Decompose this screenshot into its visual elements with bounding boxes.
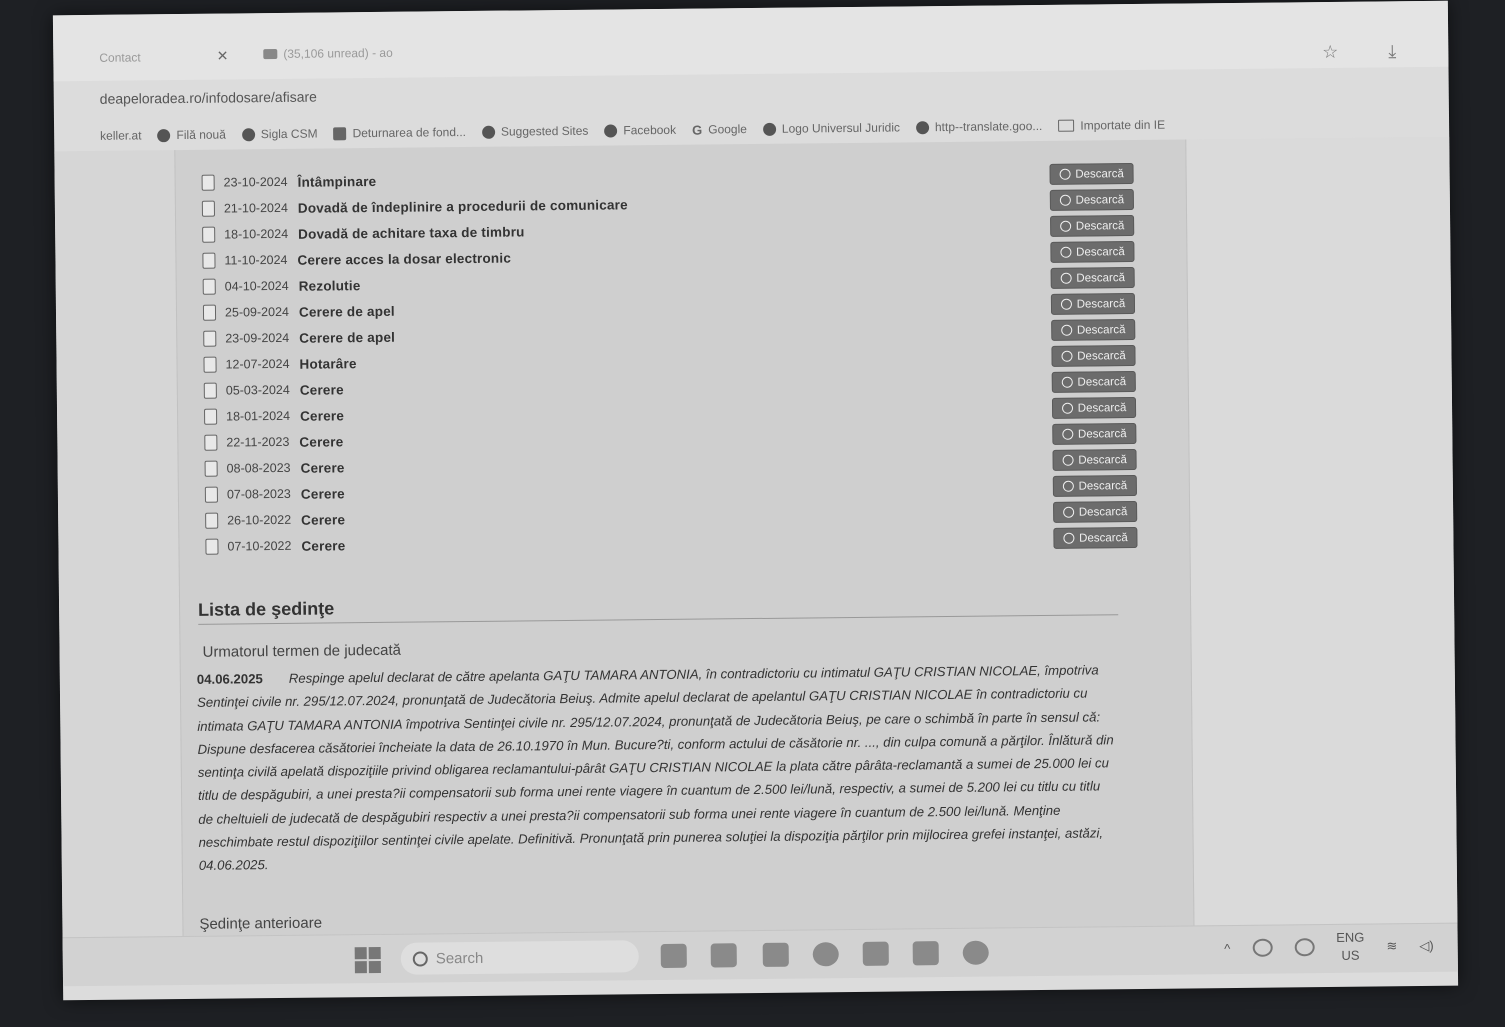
chrome-icon[interactable] [963,941,989,965]
document-icon [202,227,215,243]
edge-browser-icon[interactable] [813,942,839,966]
download-icon [1061,325,1072,336]
document-icon [202,201,215,217]
page-right-margin [1184,137,1457,940]
document-title: Dovadă de achitare taxa de timbru [298,223,525,242]
search-placeholder: Search [435,949,484,967]
download-button[interactable] [1049,163,1133,185]
bookmark-translate[interactable] [916,119,1043,134]
bookmark-label: Facebook [623,122,677,138]
download-icon [1063,481,1074,492]
document-title: Dovadă de îndeplinire a procedurii de comunicare [297,196,628,216]
document-date: 07-10-2022 [227,538,292,554]
document-title: Întâmpinare [297,173,377,190]
download-icon [1059,169,1070,180]
bookmark-sigla-csm[interactable] [242,127,318,142]
document-title: Cerere [301,537,346,554]
download-label: Descarcă [1077,349,1126,363]
chevron-up-icon[interactable]: ^ [1224,940,1231,956]
download-icon[interactable]: ⤓ [1388,41,1397,62]
windows-start-icon[interactable] [355,947,381,973]
document-icon [203,331,216,347]
store-icon[interactable] [863,942,889,966]
download-button[interactable] [1052,423,1136,445]
download-button[interactable] [1050,189,1134,211]
bookmark-label: Suggested Sites [500,123,589,139]
bookmark-suggested-sites[interactable] [482,124,589,139]
document-date: 18-10-2024 [224,226,289,242]
outlook-icon[interactable] [913,941,939,965]
hearing-date: 04.06.2025 [196,671,263,687]
document-date: 23-09-2024 [225,330,290,346]
bookmark-label: Filă nouă [176,127,226,143]
document-list [202,160,1166,560]
cloud-icon[interactable] [1294,938,1314,956]
bookmark-label: keller.at [100,128,142,143]
document-icon [205,513,218,529]
download-label: Descarcă [1077,401,1127,415]
globe-icon [157,129,170,142]
document-date: 25-09-2024 [224,304,290,320]
document-title: Hotarâre [299,355,357,372]
file-explorer-icon[interactable] [763,943,789,967]
document-icon [203,305,216,321]
document-icon [205,461,218,477]
bookmark-label: Deturnarea de fond... [352,125,467,141]
globe-icon [916,121,929,134]
search-icon [413,951,428,966]
language-code: ENG [1336,929,1365,945]
download-icon [1061,299,1072,310]
download-button[interactable] [1052,371,1136,393]
download-button[interactable] [1052,397,1136,419]
download-label: Descarcă [1079,531,1128,545]
bookmark-google[interactable] [692,122,747,138]
document-date: 05-03-2024 [225,382,290,398]
download-button[interactable] [1050,215,1134,237]
download-icon [1062,455,1073,466]
download-label: Descarcă [1078,479,1128,493]
task-view-icon[interactable] [661,944,687,968]
language-indicator[interactable] [1336,929,1365,965]
bookmark-new-tab[interactable] [157,128,226,143]
download-icon [1063,533,1074,544]
bookmark-label: Google [708,122,747,137]
globe-icon [763,122,776,135]
url-text: deapeloradea.ro/infodosare/afisare [99,88,317,107]
download-icon [1060,273,1071,284]
widgets-icon[interactable] [711,943,737,967]
document-icon [203,357,216,373]
download-label: Descarcă [1076,271,1126,285]
tab-label: (35,106 unread) - ao [283,45,393,61]
download-icon [1061,377,1072,388]
document-icon [202,175,215,191]
download-icon [1063,507,1074,518]
document-title: Cerere de apel [298,303,395,320]
hearing-entry [197,658,1119,877]
folder-icon [1058,120,1074,132]
document-icon [204,383,217,399]
download-button[interactable] [1051,345,1135,367]
document-title: Cerere acces la dosar electronic [297,250,512,268]
facebook-icon [604,124,617,137]
page-icon [333,127,346,140]
taskbar-search[interactable] [401,940,639,974]
tab-mail[interactable] [263,46,393,61]
download-button[interactable] [1052,449,1136,471]
download-icon [1062,429,1073,440]
document-date: 18-01-2024 [226,408,291,424]
document-date: 23-10-2024 [223,174,288,190]
download-icon [1060,247,1071,258]
bookmark-deturnarea[interactable] [333,125,466,140]
logo-icon [242,128,255,141]
hearing-solution-text: Respinge apelul declarat de către apelanta GAŢU TAMARA ANTONIA, în contradictoriu cu intimatul GAŢU CRISTIAN NICOLAE, împotriva Sentinţei civile nr. 295/12.07.2024, pronunţată de Judecătoria Beiuş. Admite apelul declarat de apelantul GAŢU CRISTIAN NICOLAE în contradictoriu cu intimata GAŢU TAMARA ANTONIA împotriva Sentinţei civile nr. 295/12.07.2024, pronunţată de Judecătoria Beiuş, pe care o schimbă în parte în sensul că: Dispune desfacerea căsătoriei încheiate la data de 26.10.1970 în Mun. Bucure?ti, conform actului de căsătorie nr. ..., din culpa comună a părţilor. Înlătură din sentinţa civilă apelată dispoziţiile privind obligarea reclamantului-pârât GAŢU CRISTIAN NICOLAE la plata către pârâta-reclamantă a sumei de 25.000 lei cu titlu de despăgubiri, a unei presta?ii compensatorii sub forma unei rente viagere în cuantum de 2.500 lei/lună, respectiv, a sumei de 5.200 lei cu titlu cu titlu de cheltuieli de judecată de despăgubiri respectiv a unei presta?ii compensatorii sub forma unei rente viagere în cuantum de 2.500 lei/lună. Menţine neschimbate restul dispoziţiilor sentinţei civile apelate. Definitivă. Pronunţată prin punerea soluţiei la dispoziţia părţilor prin mijlocirea grefei instanţei, astăzi, 04.06.2025. [197,662,1114,874]
document-title: Cerere de apel [299,329,396,346]
download-label: Descarcă [1076,323,1126,337]
document-title: Cerere [300,459,345,476]
system-tray [1224,928,1434,966]
download-icon [1060,195,1071,206]
download-button[interactable] [1053,501,1137,523]
document-date: 12-07-2024 [225,356,290,372]
download-label: Descarcă [1075,219,1125,233]
download-button[interactable] [1053,475,1137,497]
document-date: 22-11-2023 [226,434,290,450]
globe-icon [482,125,495,138]
download-button[interactable] [1050,241,1134,263]
download-label: Descarcă [1076,245,1125,259]
case-file-page [174,139,1194,950]
bookmark-keller[interactable] [100,128,142,142]
volume-icon[interactable]: ◁) [1419,937,1434,954]
tab-label: Contact [99,49,141,65]
bookmark-label: Sigla CSM [260,126,318,142]
tab-contact[interactable] [99,47,228,65]
star-icon[interactable]: ☆ [1322,41,1339,63]
download-label: Descarcă [1075,167,1124,181]
document-title: Cerere [301,511,346,528]
document-date: 21-10-2024 [223,200,288,216]
document-icon [203,279,216,295]
download-label: Descarcă [1076,297,1126,311]
next-term-label: Urmatorul termen de judecată [202,641,402,661]
document-date: 08-08-2023 [226,460,291,476]
bookmark-facebook[interactable] [604,123,676,138]
download-label: Descarcă [1077,375,1127,389]
download-button[interactable] [1053,527,1137,549]
download-button[interactable] [1051,293,1135,315]
document-title: Cerere [299,433,344,450]
download-icon [1060,221,1071,232]
download-label: Descarcă [1078,453,1127,467]
document-date: 07-08-2023 [226,486,291,502]
document-icon [202,253,215,269]
bookmark-importate-ie[interactable] [1058,118,1165,133]
page-left-margin [54,150,182,951]
sessions-heading: Lista de şedinţe [198,590,1118,625]
document-title: Cerere [299,407,345,424]
download-label: Descarcă [1075,193,1125,207]
document-title: Rezolutie [298,277,361,294]
document-date: 26-10-2022 [227,512,292,528]
sync-icon[interactable] [1252,939,1272,957]
mail-icon [263,49,277,59]
previous-sessions-label[interactable]: Şedinţe anterioare [199,914,323,933]
download-icon [1062,403,1073,414]
download-label: Descarcă [1077,427,1127,441]
download-button[interactable] [1051,319,1135,341]
browser-tab-bar [53,1,1449,82]
document-icon [205,539,218,555]
document-icon [204,409,217,425]
download-button[interactable] [1051,267,1135,289]
document-date: 11-10-2024 [224,252,288,268]
printed-screenshot [53,1,1458,1001]
wifi-icon[interactable]: ≋ [1386,938,1398,954]
document-title: Cerere [300,485,345,502]
document-title: Cerere [299,381,344,398]
document-icon [205,487,218,503]
bookmark-label: Logo Universul Juridic [781,120,901,136]
bookmark-label: http--translate.goo... [934,118,1043,135]
keyboard-region: US [1341,947,1360,963]
bookmark-universul-juridic[interactable] [763,120,900,135]
document-icon [204,435,217,451]
google-icon: G [691,122,703,138]
download-icon [1061,351,1072,362]
download-label: Descarcă [1078,505,1128,519]
close-icon[interactable]: ✕ [216,47,229,64]
bookmark-label: Importate din IE [1080,117,1166,133]
document-date: 04-10-2024 [224,278,289,294]
